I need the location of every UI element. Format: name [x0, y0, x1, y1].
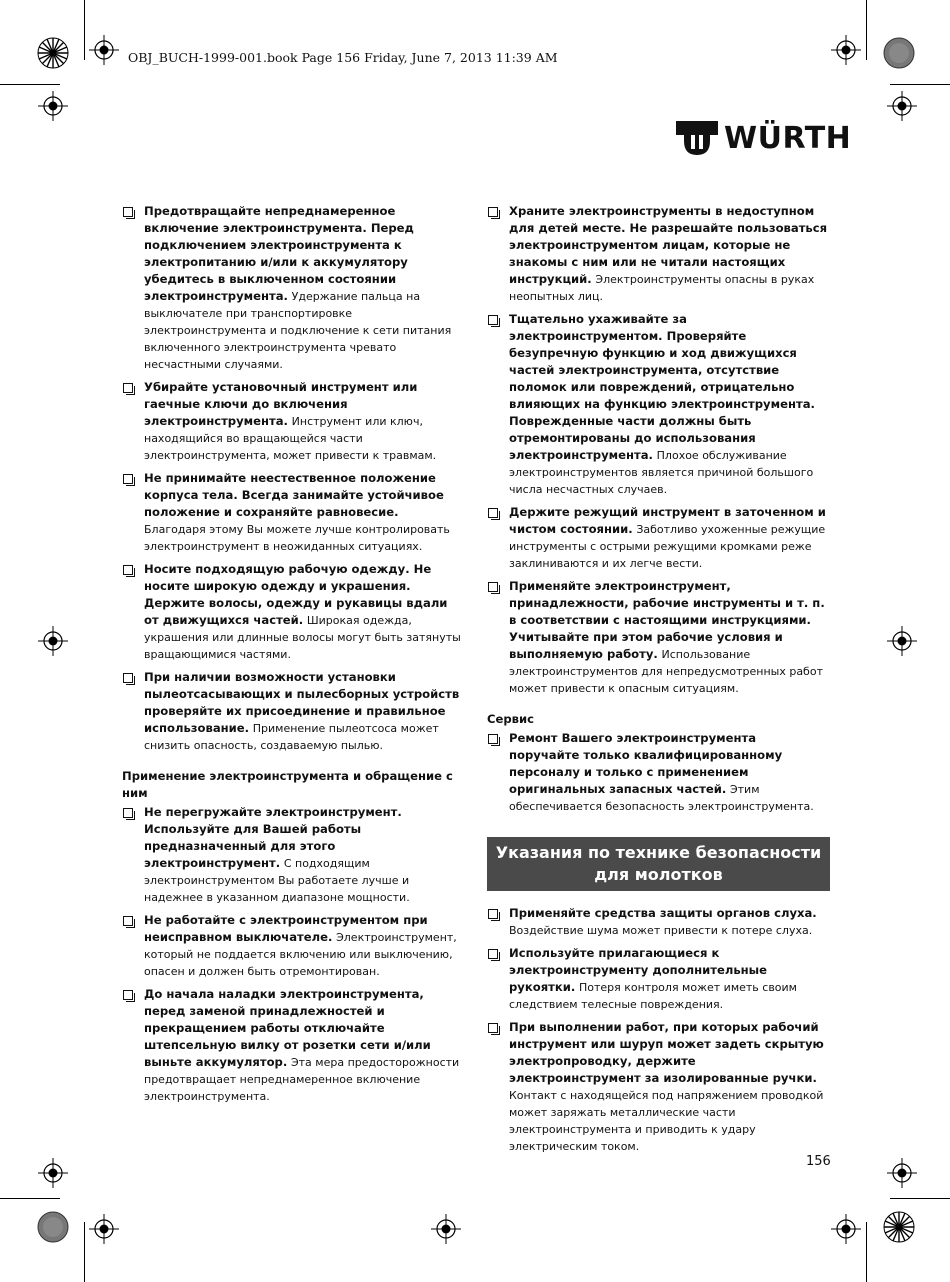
crop-mark: [84, 1222, 85, 1282]
checkbox-bullet-icon: [123, 990, 133, 1000]
checkbox-bullet-icon: [123, 207, 133, 217]
list-item: [487, 578, 830, 697]
crop-mark: [84, 0, 85, 60]
crop-mark: [890, 1198, 950, 1199]
checkbox-bullet-icon: [488, 315, 498, 325]
section-banner: Указания по технике безопасности для молотков: [487, 837, 830, 891]
checkbox-bullet-icon: [488, 582, 498, 592]
item-text: Воздействие шума может привести к потере слуха.: [509, 924, 813, 937]
checkbox-bullet-icon: [123, 565, 133, 575]
wurth-w-icon: [676, 121, 718, 155]
item-emphasis: До начала наладки электроинструмента, перед заменой принадлежностей и прекращением работы отключайте штепсельную вилку от розетки сети и/или выньте аккумулятор.: [144, 987, 431, 1069]
item-emphasis: Предотвращайте непреднамеренное включение электроинструмента. Перед подключением электроинструмента к электропитанию и/или к аккумулятору убедитесь в выключенном состоянии электроинструмента.: [144, 204, 414, 303]
list-item: [122, 379, 464, 464]
right-column: [487, 203, 830, 1161]
item-text: Эта мера предосторожности предотвращает непреднамеренное включение электроинструмента.: [144, 1056, 460, 1103]
list-item: [487, 1019, 830, 1155]
crop-mark: [866, 1222, 867, 1282]
list-item: [122, 561, 464, 663]
item-text: Потеря контроля может иметь своим следствием телесные повреждения.: [509, 981, 797, 1011]
list-item: [122, 804, 464, 906]
checkbox-bullet-icon: [488, 734, 498, 744]
list-item: [122, 669, 464, 754]
checkbox-bullet-icon: [488, 949, 498, 959]
list-item: [122, 912, 464, 980]
print-header: OBJ_BUCH-1999-001.book Page 156 Friday, June 7, 2013 11:39 AM: [128, 50, 558, 65]
registration-mark-icon: [38, 626, 68, 656]
item-emphasis: Используйте прилагающиеся к электроинструменту дополнительные рукоятки.: [509, 946, 768, 994]
item-text: Использование электроинструментов для непредусмотренных работ может привести к опасным ситуациям.: [509, 648, 823, 695]
item-text: С подходящим электроинструментом Вы работаете лучше и надежнее в указанном диапазоне мощности.: [144, 857, 410, 904]
registration-mark-icon: [887, 1158, 917, 1188]
gray-target-icon: [36, 1210, 70, 1244]
registration-mark-icon: [831, 1214, 861, 1244]
sunburst-target-icon: [882, 1210, 916, 1244]
logo-text: WÜRTH: [724, 120, 852, 156]
list-item: [487, 905, 830, 939]
checkbox-bullet-icon: [488, 508, 498, 518]
item-emphasis: Держите режущий инструмент в заточенном и чистом состоянии.: [509, 505, 826, 536]
registration-mark-icon: [89, 1214, 119, 1244]
item-emphasis: Храните электроинструменты в недоступном для детей месте. Не разрешайте пользоваться электроинструментом лицам, которые не знакомы с ним или не читали настоящих инструкций.: [509, 204, 828, 286]
registration-mark-icon: [431, 1214, 461, 1244]
item-text: Контакт с находящейся под напряжением проводкой может заряжать металлические части электроинструмента и приводить к удару электрическим током.: [509, 1089, 824, 1153]
list-item: [122, 470, 464, 555]
checkbox-bullet-icon: [123, 673, 133, 683]
registration-mark-icon: [887, 91, 917, 121]
list-item: [487, 945, 830, 1013]
registration-mark-icon: [887, 626, 917, 656]
item-emphasis: Не работайте с электроинструментом при неисправном выключателе.: [144, 913, 428, 944]
checkbox-bullet-icon: [488, 909, 498, 919]
checkbox-bullet-icon: [123, 383, 133, 393]
item-emphasis: При наличии возможности установки пылеотсасывающих и пылесборных устройств проверяйте их присоединение и правильное использование.: [144, 670, 460, 735]
registration-mark-icon: [89, 35, 119, 65]
item-text: Электроинструмент, который не поддается включению или выключению, опасен и должен быть отремонтирован.: [144, 931, 457, 978]
item-text: Применение пылеотсоса может снизить опасность, создаваемую пылью.: [144, 722, 439, 752]
item-text: Заботливо ухоженные режущие инструменты с острыми режущими кромками реже заклиниваются и их легче вести.: [509, 523, 826, 570]
list-item: [487, 311, 830, 498]
list-item: [487, 203, 830, 305]
item-text: Плохое обслуживание электроинструментов является причиной большого числа несчастных случаев.: [509, 449, 814, 496]
item-emphasis: Убирайте установочный инструмент или гаечные ключи до включения электроинструмента.: [144, 380, 418, 428]
item-text: Инструмент или ключ, находящийся во вращающейся части электроинструмента, может привести к травмам.: [144, 415, 437, 462]
checkbox-bullet-icon: [488, 1023, 498, 1033]
item-emphasis: Не принимайте неестественное положение корпуса тела. Всегда занимайте устойчивое положение и сохраняйте равновесие.: [144, 471, 444, 519]
gray-target-icon: [882, 36, 916, 70]
item-emphasis: Ремонт Вашего электроинструмента поручайте только квалифицированному персоналу и только с применением оригинальных запасных частей.: [509, 731, 783, 796]
service-heading: Сервис: [487, 712, 535, 726]
item-text: Благодаря этому Вы можете лучше контролировать электроинструмент в неожиданных ситуациях.: [144, 523, 450, 553]
crop-mark: [866, 0, 867, 60]
list-item: [487, 504, 830, 572]
left-column: [122, 203, 464, 1111]
checkbox-bullet-icon: [488, 207, 498, 217]
item-text: Широкая одежда, украшения или длинные волосы могут быть затянуты вращающимися частями.: [144, 614, 461, 661]
item-emphasis: При выполнении работ, при которых рабочий инструмент или шуруп может задеть скрытую электропроводку, держите электроинструмент за изолированные ручки.: [509, 1020, 824, 1085]
item-emphasis: Тщательно ухаживайте за электроинструментом. Проверяйте безупречную функцию и ход движущихся частей электроинструмента, отсутствие поломок или повреждений, отрицательно влияющих на функцию электроинструмента. Поврежденные части должны быть отремонтированы до использования электроинструмента.: [509, 312, 815, 462]
checkbox-bullet-icon: [123, 474, 133, 484]
checkbox-bullet-icon: [123, 916, 133, 926]
crop-mark: [890, 84, 950, 85]
list-item: [122, 986, 464, 1105]
item-emphasis: Носите подходящую рабочую одежду. Не носите широкую одежду и украшения. Держите волосы, одежду и рукавицы вдали от движущихся частей.: [144, 562, 448, 627]
item-emphasis: Применяйте средства защиты органов слуха.: [509, 906, 817, 920]
page-number: 156: [806, 1154, 831, 1169]
registration-mark-icon: [38, 91, 68, 121]
registration-mark-icon: [831, 35, 861, 65]
sunburst-target-icon: [36, 36, 70, 70]
list-item: [122, 203, 464, 373]
checkbox-bullet-icon: [123, 808, 133, 818]
section-heading: Применение электроинструмента и обращение с ним: [122, 769, 453, 800]
wurth-logo: [676, 120, 851, 156]
crop-mark: [0, 84, 60, 85]
item-emphasis: Не перегружайте электроинструмент. Используйте для Вашей работы предназначенный для этого электроинструмент.: [144, 805, 402, 870]
list-item: [487, 730, 830, 815]
item-text: Этим обеспечивается безопасность электроинструмента.: [509, 783, 814, 813]
registration-mark-icon: [38, 1158, 68, 1188]
crop-mark: [0, 1198, 60, 1199]
item-text: Электроинструменты опасны в руках неопытных лиц.: [509, 273, 815, 303]
item-emphasis: Применяйте электроинструмент, принадлежности, рабочие инструменты и т. п. в соответствии с настоящими инструкциями. Учитывайте при этом рабочие условия и выполняемую работу.: [509, 579, 825, 661]
item-text: Удержание пальца на выключателе при транспортировке электроинструмента и подключение к сети питания включенного электроинструмента чревато несчастными случаями.: [144, 290, 452, 371]
